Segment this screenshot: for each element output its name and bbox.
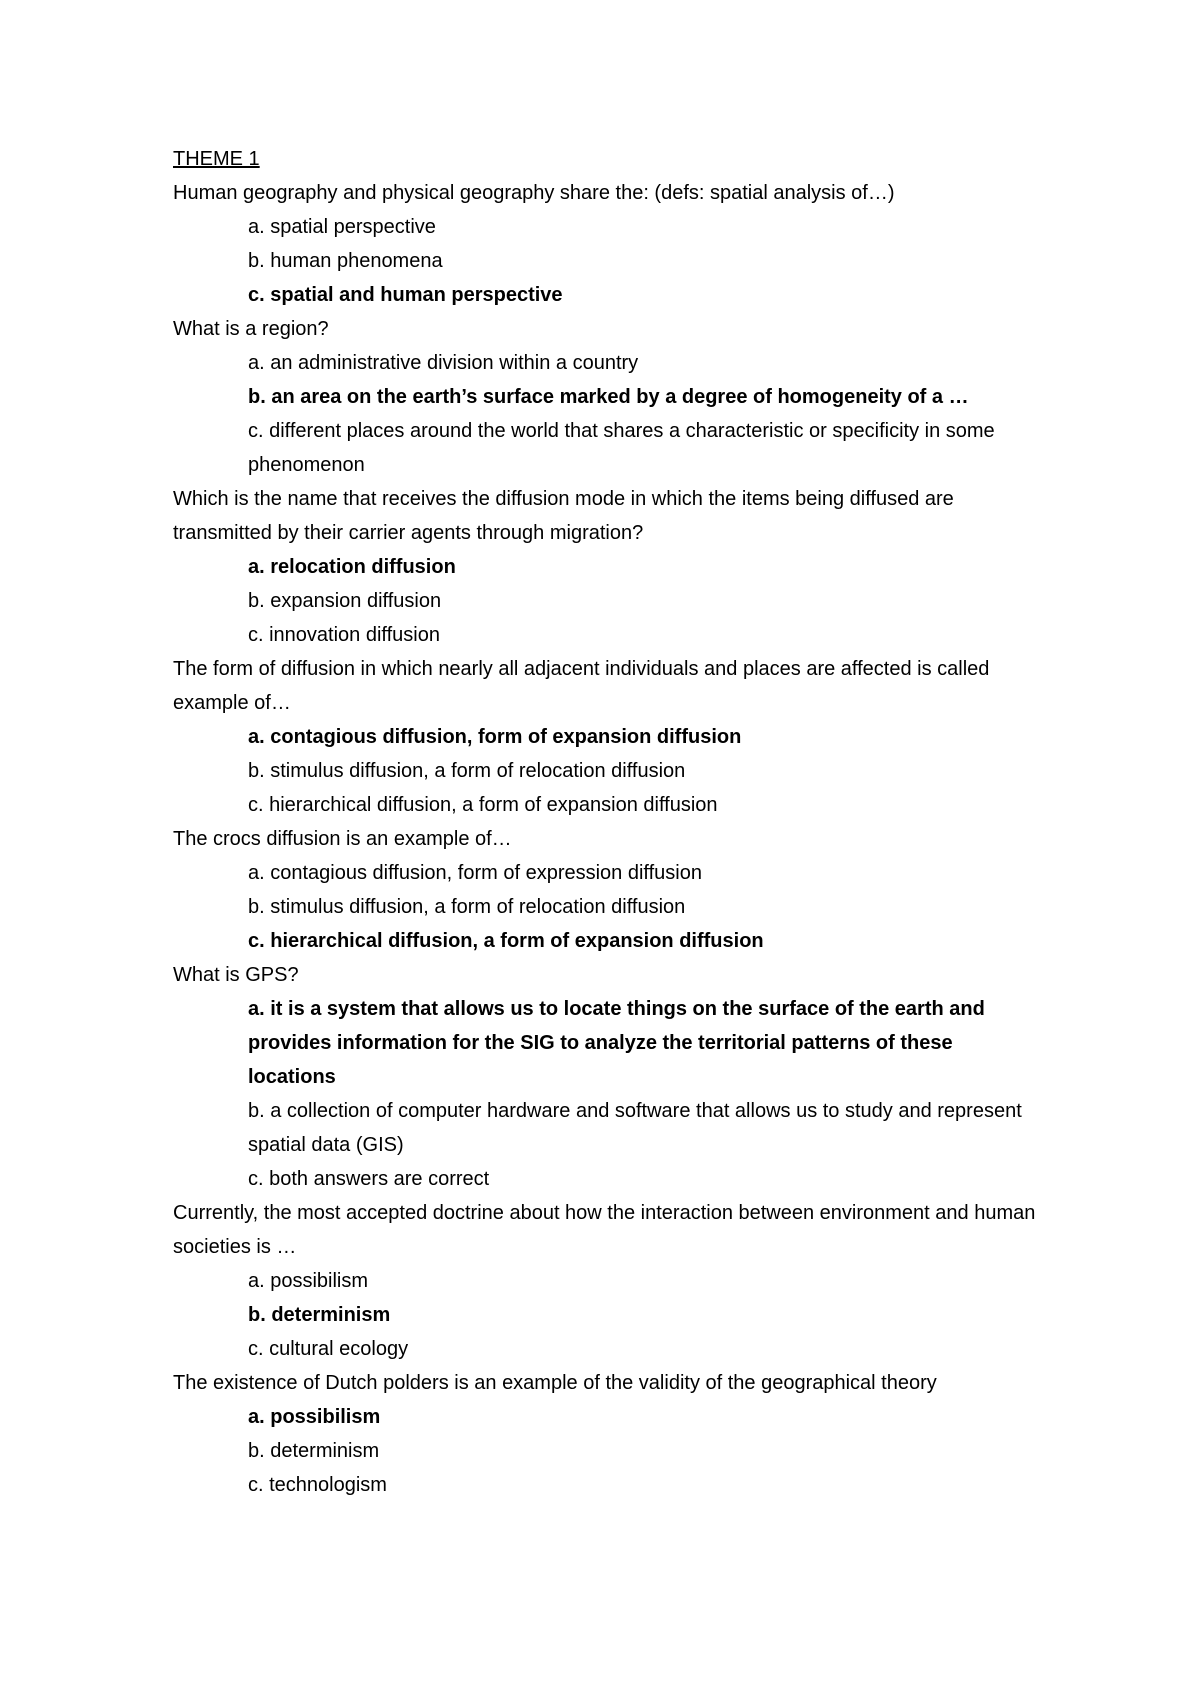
answer-option: b. human phenomena [248,250,443,272]
question-list [173,176,1043,1502]
answer-option-correct: b. determinism [248,1304,391,1326]
question-block [173,958,1043,1196]
answer-option: a. contagious diffusion, form of expression diffusion [248,862,702,884]
answer-option-correct: a. it is a system that allows us to locate things on the surface of the earth and provides information for the SIG to analyze the territorial patterns of these locations [248,998,985,1088]
answer-options [173,1400,1043,1502]
answer-option-correct: c. spatial and human perspective [248,284,563,306]
answer-option: a. spatial perspective [248,216,436,238]
question-block [173,312,1043,482]
answer-option: c. hierarchical diffusion, a form of expansion diffusion [248,794,718,816]
answer-option: b. stimulus diffusion, a form of relocation diffusion [248,896,686,918]
answer-option-correct: a. contagious diffusion, form of expansion diffusion [248,726,742,748]
question-text: What is a region? [173,318,329,340]
answer-option: b. stimulus diffusion, a form of relocation diffusion [248,760,686,782]
question-text: Currently, the most accepted doctrine about how the interaction between environment and human societies is … [173,1202,1036,1258]
question-text: The crocs diffusion is an example of… [173,828,512,850]
answer-option: c. both answers are correct [248,1168,490,1190]
question-text: The form of diffusion in which nearly all adjacent individuals and places are affected is called example of… [173,658,990,714]
question-text: Which is the name that receives the diffusion mode in which the items being diffused are transmitted by their carrier agents through migration? [173,488,954,544]
answer-option-correct: c. hierarchical diffusion, a form of expansion diffusion [248,930,764,952]
answer-options [173,992,1043,1196]
answer-options [173,346,1043,482]
answer-option: a. an administrative division within a country [248,352,639,374]
answer-option: c. cultural ecology [248,1338,409,1360]
answer-options [173,856,1043,958]
question-block [173,1196,1043,1366]
page-title: THEME 1 [173,148,260,170]
question-block [173,482,1043,652]
answer-options [173,550,1043,652]
question-block [173,652,1043,822]
answer-option: b. expansion diffusion [248,590,442,612]
answer-option: c. different places around the world that shares a characteristic or specificity in some phenomenon [248,420,995,476]
question-block [173,822,1043,958]
question-block [173,176,1043,312]
answer-option-correct: a. relocation diffusion [248,556,456,578]
answer-option: a. possibilism [248,1270,369,1292]
answer-option: c. technologism [248,1474,387,1496]
question-text: The existence of Dutch polders is an example of the validity of the geographical theory [173,1372,937,1394]
answer-options [173,1264,1043,1366]
answer-option-correct: b. an area on the earth’s surface marked by a degree of homogeneity of a … [248,386,969,408]
answer-option: c. innovation diffusion [248,624,440,646]
question-block [173,1366,1043,1502]
document-content [173,142,1043,1502]
answer-option-correct: a. possibilism [248,1406,381,1428]
answer-option: b. determinism [248,1440,380,1462]
answer-options [173,210,1043,312]
question-text: What is GPS? [173,964,299,986]
question-text: Human geography and physical geography share the: (defs: spatial analysis of…) [173,182,895,204]
answer-options [173,720,1043,822]
answer-option: b. a collection of computer hardware and software that allows us to study and represent spatial data (GIS) [248,1100,1022,1156]
